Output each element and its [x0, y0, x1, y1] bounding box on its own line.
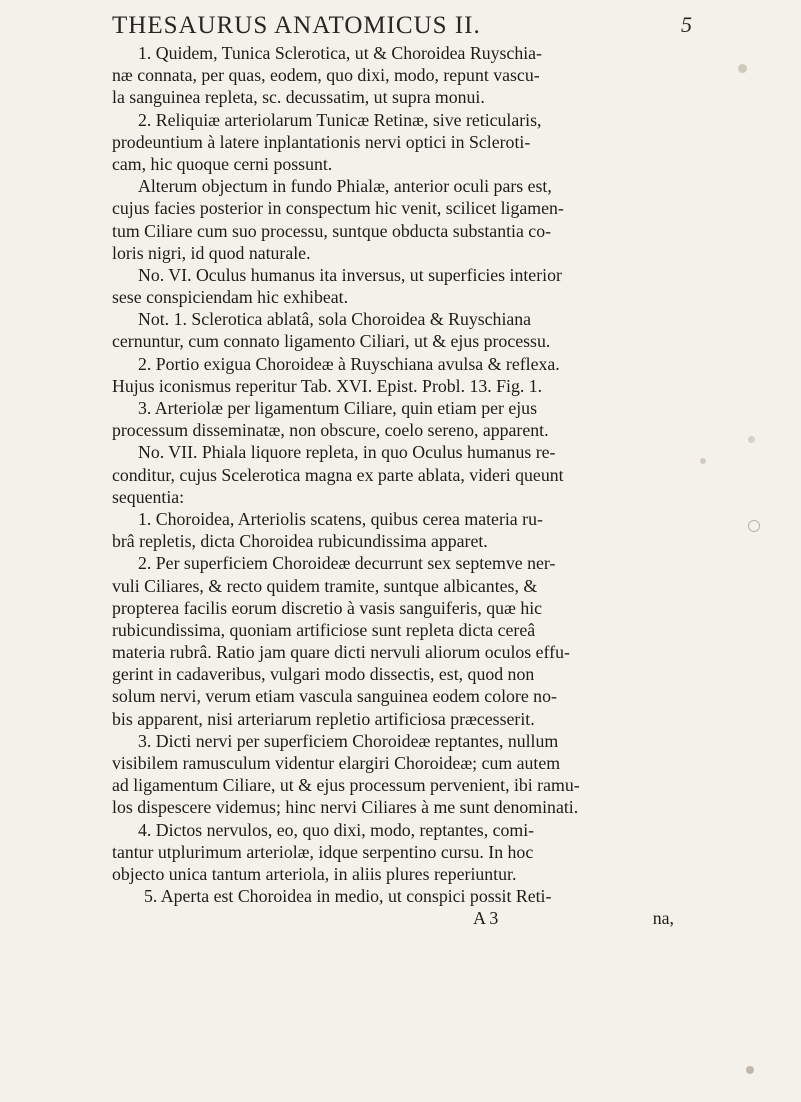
- text-line: bis apparent, nisi arteriarum repletio artificiosa præcesserit.: [112, 708, 535, 729]
- text-line: sequentia:: [112, 486, 185, 507]
- paper-spot: [738, 64, 747, 73]
- signature-mark: A 3: [473, 908, 499, 929]
- text-line: 4. Dictos nervulos, eo, quo dixi, modo, reptantes, comi-: [138, 819, 535, 840]
- body-text: [112, 42, 678, 930]
- text-line: prodeuntium à latere inplantationis nervi optici in Scleroti-: [112, 131, 531, 152]
- text-line: Alterum objectum in fundo Phialæ, anterior oculi pars est,: [138, 176, 552, 197]
- text-line: loris nigri, id quod naturale.: [112, 242, 311, 263]
- paper-spot: [748, 520, 760, 532]
- text-line: næ connata, per quas, eodem, quo dixi, modo, repunt vascu-: [112, 65, 540, 86]
- text-line: gerint in cadaveribus, vulgari modo dissectis, est, quod non: [112, 664, 535, 685]
- text-line: rubicundissima, quoniam artificiose sunt repleta dicta cereâ: [112, 619, 536, 640]
- text-line: 2. Reliquiæ arteriolarum Tunicæ Retinæ, sive reticularis,: [138, 109, 542, 130]
- text-line: ad ligamentum Ciliare, ut & ejus processum pervenient, ibi ramu-: [112, 775, 580, 796]
- text-line: tantur utplurimum arteriolæ, idque serpentino cursu. In hoc: [112, 841, 534, 862]
- text-line: 3. Arteriolæ per ligamentum Ciliare, quin etiam per ejus: [138, 398, 537, 418]
- text-line: visibilem ramusculum videntur elargiri Choroideæ; cum autem: [112, 753, 561, 773]
- text-line: conditur, cujus Scelerotica magna ex parte ablata, videri queunt: [112, 464, 564, 485]
- text-line: No. VI. Oculus humanus ita inversus, ut superficies interior: [138, 264, 562, 285]
- text-line: tum Ciliare cum suo processu, suntque obducta substantia co-: [112, 220, 552, 241]
- paper-spot: [746, 1066, 754, 1074]
- text-line: 2. Portio exigua Choroideæ à Ruyschiana avulsa & reflexa.: [138, 353, 560, 374]
- text-line: cam, hic quoque cerni possunt.: [112, 153, 333, 174]
- text-line: propterea facilis eorum discretio à vasis sanguiferis, quæ hic: [112, 597, 543, 618]
- text-line: 3. Dicti nervi per superficiem Choroideæ reptantes, nullum: [138, 730, 559, 751]
- text-line: sese conspiciendam hic exhibeat.: [112, 287, 349, 308]
- text-line: Hujus iconismus reperitur Tab. XVI. Epist. Probl. 13. Fig. 1.: [112, 375, 543, 396]
- text-line: No. VII. Phiala liquore repleta, in quo Oculus humanus re-: [138, 442, 556, 463]
- text-line: processum disseminatæ, non obscure, coelo sereno, apparent.: [112, 420, 549, 441]
- signature-line: [112, 907, 678, 929]
- text-line: 1. Choroidea, Arteriolis scatens, quibus cerea materia ru-: [138, 508, 543, 529]
- text-line: la sanguinea repleta, sc. decussatim, ut supra monui.: [112, 87, 485, 108]
- text-line: materia rubrâ. Ratio jam quare dicti nervuli aliorum oculos effu-: [112, 642, 570, 663]
- text-line: brâ repletis, dicta Choroidea rubicundissima apparet.: [112, 531, 488, 552]
- text-line: los dispescere videmus; hinc nervi Ciliares à me sunt denominati.: [112, 797, 579, 818]
- text-line: Not. 1. Sclerotica ablatâ, sola Choroidea & Ruyschiana: [138, 309, 532, 330]
- text-line: cernuntur, cum connato ligamento Ciliari, ut & ejus processu.: [112, 331, 551, 352]
- catchword: na,: [652, 908, 674, 929]
- text-line: objecto unica tantum arteriola, in aliis plures reperiuntur.: [112, 863, 517, 884]
- text-line: solum nervi, verum etiam vascula sanguinea eodem colore no-: [112, 686, 557, 707]
- paper-spot: [748, 436, 755, 443]
- text-line: 2. Per superficiem Choroideæ decurrunt sex septemve ner-: [138, 553, 556, 574]
- text-line: vuli Ciliares, & recto quidem tramite, suntque albicantes, &: [112, 575, 538, 596]
- text-line: cujus facies posterior in conspectum hic venit, scilicet ligamen-: [112, 198, 564, 219]
- page-number: 5: [681, 12, 692, 37]
- paper-spot: [700, 458, 706, 464]
- text-line: 5. Aperta est Choroidea in medio, ut conspici possit Reti-: [144, 886, 552, 907]
- text-line: 1. Quidem, Tunica Sclerotica, ut & Choroidea Ruyschia-: [138, 43, 542, 63]
- running-title: THESAURUS ANATOMICUS II.: [112, 12, 481, 39]
- running-header: [0, 8, 801, 42]
